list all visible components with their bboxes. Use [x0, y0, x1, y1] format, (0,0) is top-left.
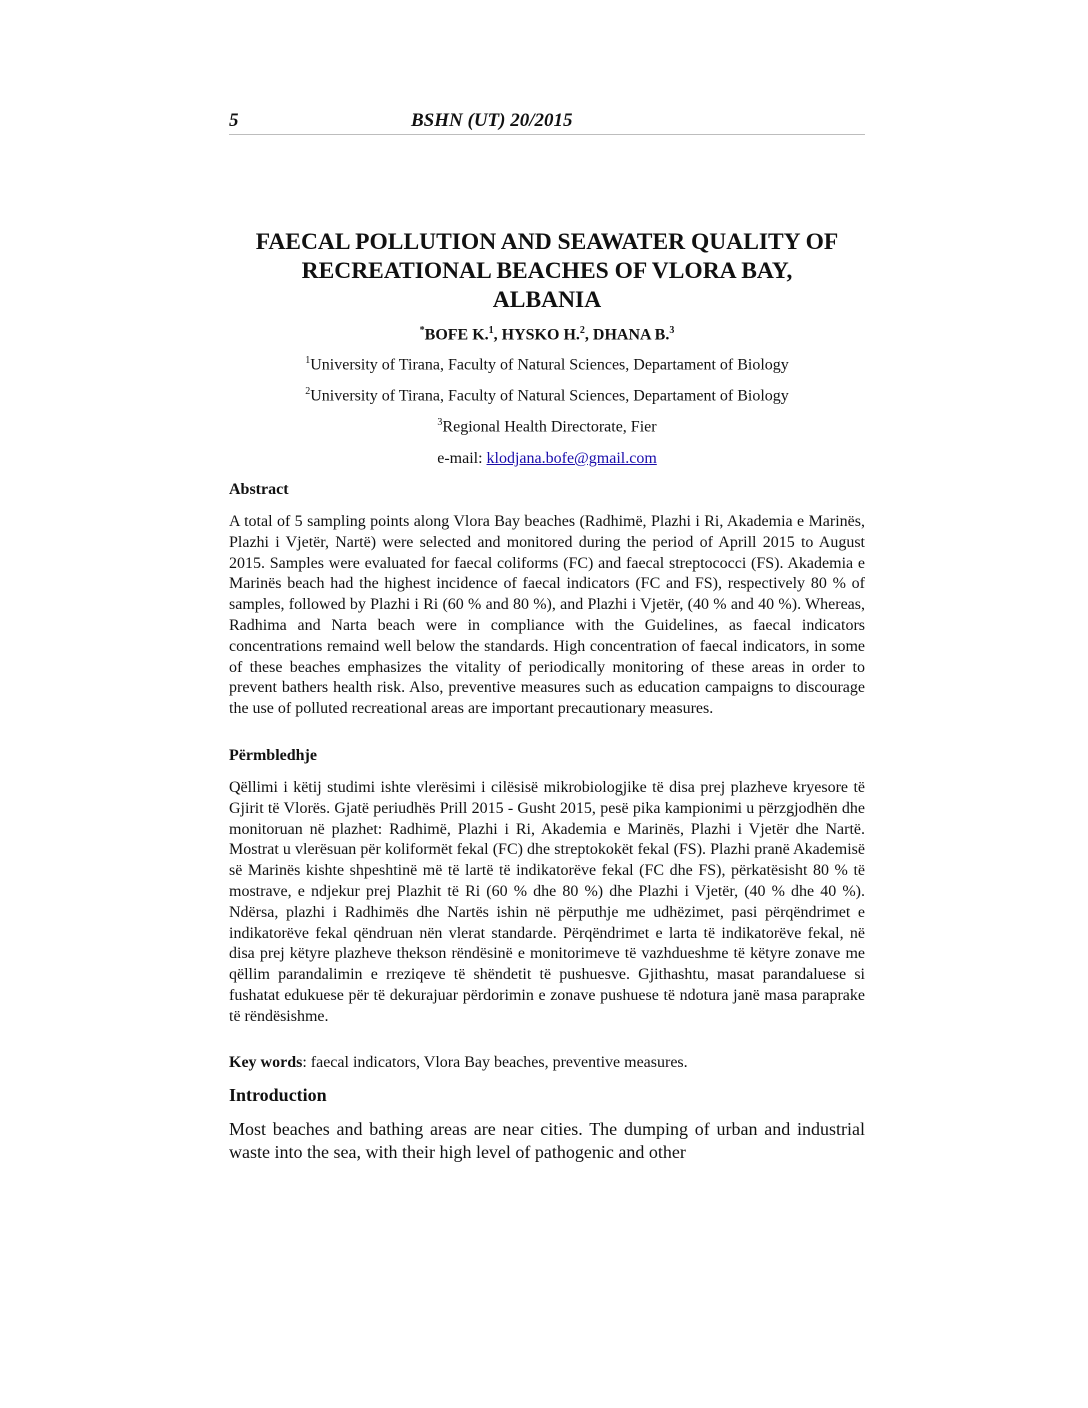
affiliation-3-text: Regional Health Directorate, Fier	[442, 418, 657, 436]
affiliation-3	[229, 417, 865, 436]
author-1-affil-sup: 1	[488, 325, 494, 336]
paper-title	[229, 228, 865, 315]
affiliation-1-text: University of Tirana, Faculty of Natural Sciences, Departament of Biology	[310, 356, 789, 374]
affiliation-1	[229, 355, 865, 374]
email-line	[229, 450, 865, 468]
keywords-text: : faecal indicators, Vlora Bay beaches, preventive measures.	[302, 1054, 688, 1071]
affiliation-2	[229, 386, 865, 405]
permbledhje-heading: Përmbledhje	[229, 747, 317, 764]
author-2: HYSKO H.	[501, 326, 580, 344]
title-line-2: RECREATIONAL BEACHES OF VLORA BAY,	[301, 258, 793, 284]
page-number: 5	[229, 110, 239, 131]
author-3: DHANA B.	[592, 326, 670, 344]
introduction-heading: Introduction	[229, 1085, 327, 1105]
affiliation-3-sup: 3	[437, 417, 443, 428]
author-separator: ,	[584, 326, 593, 344]
abstract-text: A total of 5 sampling points along Vlora Bay beaches (Radhimë, Plazhi i Ri, Akademia e Marinës, Plazhi i Vjetër, Nartë) were selected and monitored during the period of Aprill 2015 to August 2015. Samples were evaluated for faecal coliforms (FC) and faecal streptococci (FS). Akademia e Marinës beach had the highest incidence of faecal indicators (FC and FS), respectively 80 % of samples, followed by Plazhi i Ri (60 % and 80 %), and Plazhi i Vjetër, (40 % and 40 %). Whereas, Radhima and Narta beach were in compliance with the Guidelines, as faecal indicators concentrations remaind well below the standards. High concentration of faecal indicators, in some of these beaches emphasizes the vitality of periodically monitoring of these areas in order to prevent bathers health risk. Also, preventive measures such as education campaigns to discourage the use of polluted recreational areas are important precautionary measures.	[229, 513, 865, 718]
title-line-1: FAECAL POLLUTION AND SEAWATER QUALITY OF	[255, 229, 839, 255]
affiliation-2-text: University of Tirana, Faculty of Natural Sciences, Departament of Biology	[310, 387, 789, 405]
author-3-affil-sup: 3	[669, 325, 675, 336]
email-label: e-mail:	[437, 450, 487, 467]
title-line-3: ALBANIA	[492, 287, 602, 313]
affiliation-2-sup: 2	[305, 386, 311, 397]
keywords-label: Key words	[229, 1054, 303, 1071]
abstract-heading: Abstract	[229, 481, 289, 498]
author-2-affil-sup: 2	[579, 325, 585, 336]
introduction-text: Most beaches and bathing areas are near cities. The dumping of urban and industrial waste into the sea, with their high level of pathogenic and other	[229, 1119, 865, 1162]
journal-name: BSHN (UT) 20/2015	[411, 110, 573, 131]
author-list	[229, 325, 865, 344]
author-1: BOFE K.	[424, 326, 489, 344]
corresponding-mark: *	[419, 325, 425, 336]
permbledhje-text: Qëllimi i këtij studimi ishte vlerësimi i cilësisë mikrobiologjike të disa prej plazheve kryesore të Gjirit të Vlorës. Gjatë periudhës Prill 2015 - Gusht 2015, pesë pika kampionimi u përzgjodhën dhe monitoruan në plazhet: Radhimë, Plazhi i Ri, Akademia e Marinës, Plazhi i Vjetër dhe Nartë. Mostrat u vlerësuan për koliformët fekal (FC) dhe streptokokët fekal (FS). Plazhi pranë Akademisë së Marinës kishte shpeshtinë më të lartë të indikatorëve fekal (FC dhe FS), përkatësisht 80 % të mostrave, e ndjekur prej Plazhit të Ri (60 % dhe 80 %) dhe Plazhi i Vjetër, (40 % dhe 40 %). Ndërsa, plazhi i Radhimës dhe Nartës ishin në përputhje me udhëzimet, pasi përqëndrimet e indikatorëve fekal qëndruan nën vlerat standarde. Përqëndrimet e larta të indikatorëve fekal, në disa prej këtyre plazheve thekson rëndësinë e monitorimeve të vazhdueshme të këtyre zonave me qëllim parandalimin e rreziqeve të shëndetit të pushuesve. Gjithashtu, masat parandaluese si fushatat edukuese për të dekurajuar përdorimin e zonave pushuese të ndotura janë masa paraprake të rëndësishme.	[229, 779, 865, 1025]
affiliation-1-sup: 1	[305, 355, 311, 366]
email-link[interactable]: klodjana.bofe@gmail.com	[486, 450, 657, 467]
author-separator: ,	[493, 326, 502, 344]
keywords-line	[229, 1054, 865, 1072]
running-header	[229, 108, 865, 135]
